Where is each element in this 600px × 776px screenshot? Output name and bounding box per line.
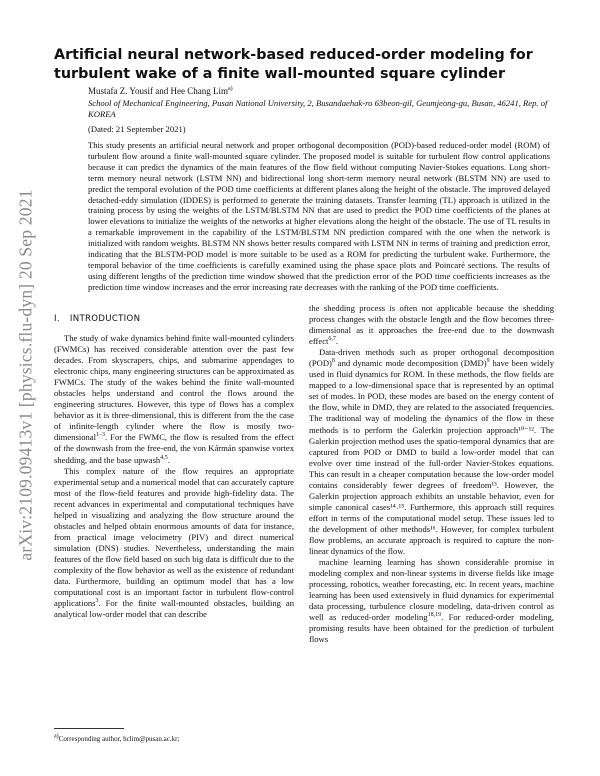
arxiv-identifier: arXiv:2109.09413v1 [physics.flu-dyn] 20 Sep 2021 (15, 189, 36, 561)
affiliation: School of Mechanical Engineering, Pusan National University, 2, Busandaehak-ro 63beon-gil, Geumjeong-gu, Busan, 46241, Rep. of KOREA (88, 98, 548, 119)
authors (88, 86, 233, 96)
paragraph: the shedding process is often not applicable because the shedding process changes with the obstacle length and the flow becomes three-dimensional as it approaches the free-end due to the downwash effect$^{6,7}$. (309, 303, 554, 347)
paragraph: The study of wake dynamics behind finite wall-mounted cylinders (FWMCs) has received considerable attention over the past few decades. From skyscrapers, chips, and submarine appendages to electronic chips, many engineering structures can be approximated as FWMCs. The study of the wakes behind the finite wall-mounted obstacles helps understand and control the flows around the engineering structures. However, this type of flows has a complex behavior as it is three-dimensional, this is different from the the case of infinite-length cylinder where the flow is mostly two-dimensional$^{1-3}$. For the FWMC, the flow is resulted from the effect of the downwash from the free-end, the von Kármán spanwise vortex shedding, and the base upwash$^{4,5}$. (54, 333, 294, 465)
footnote-text: Corresponding author, hclim@pusan.ac.kr; (58, 735, 180, 743)
section-number: I. (54, 314, 60, 324)
footnote-rule (54, 728, 124, 729)
section-title: INTRODUCTION (69, 314, 141, 324)
left-column (54, 331, 294, 620)
dated-line: (Dated: 21 September 2021) (88, 124, 186, 134)
paper-title: Artificial neural network-based reduced-order modeling for turbulent wake of a finite wall-mounted square cylinder (54, 47, 533, 82)
author-names: Mustafa Z. Yousif and Hee Chang Lim (88, 86, 228, 96)
section-heading (54, 314, 140, 324)
right-column (309, 303, 554, 645)
paragraph: machine learning learning has shown considerable promise in modeling complex and non-linear systems in diverse fields like image processing, robotics, weather forecasting, etc. In recent years, machine learning has been used extensively in fluid dynamics for experimental data processing, turbulence closure modeling, data-driven control as well as reduced-order modeling$^{18,19}$. For reduced-order modeling, promising results have been obtained for the prediction of turbulent flows (309, 557, 554, 645)
paragraph: Data-driven methods such as proper orthogonal decomposition (POD)$^8$ and dynamic mode decomposition (DMD)$^9$ have been widely used in fluid dynamics for ROM. In these methods, the flow fields are mapped to a low-dimensional space that is represented by an optimal set of modes. In POD, these modes are based on the energy content of the flow, while in DMD, they are related to the associated frequencies. The traditional way of modeling the dynamics of the flow in these methods is to perform the Galerkin projection approach¹⁰⁻¹². The Galerkin projection method uses the spatio-temporal dynamics that are captured from POD or DMD to build a low-order model that can evolve over time instead of the full-order Navier-Stokes equations. This can result in a cheaper computation because the low-order model contains considerably fewer degrees of freedom¹³. However, the Galerkin projection approach exhibits an unstable behavior, even for simple canonical cases¹⁴˒¹⁵. Furthermore, this approach still requires effort in terms of the computational model setup. These issues led to the development of other methods¹⁶. However, for complex turbulent flow problems, an accurate approach is required to capture the non-linear dynamics of the flow. (309, 347, 554, 557)
footnote (54, 735, 179, 743)
paragraph: This complex nature of the flow requires an appropriate experimental setup and a numerical model that can accurately capture most of the flow-field features and provide high-fidelity data. The recent advances in experimental and computational techniques have helped in visualizing and analyzing the flow structure around the obstacles and helped obtain enormous amounts of data for instance, from practical image velocimetry (PIV) and direct numerical simulation (DNS) studies. Nevertheless, understanding the main features of the flow field based on such big data is difficult due to the complexity of the flow behavior as well as the existence of redundant data. Furthermore, building an optimum model that has a low computational cost is an important factor in turbulent flow-control applications$^3$. For the finite wall-mounted obstacles, building an analytical low-order model that can describe (54, 465, 294, 620)
abstract: This study presents an artificial neural network and proper orthogonal decomposition (POD)-based reduced-order model (ROM) of turbulent flow around a finite wall-mounted square cylinder. The proposed model is suitable for turbulent flow control applications because it can predict the dynamics of the main features of the flow field without computing Navier-Stokes equations. Long short-term memory neural network (LSTM NN) and bidirectional long short-term memory neural network (BLSTM NN) are used to predict the temporal evolution of the POD time coefficients at different planes along the height of the obstacle. The improved delayed detached-eddy simulation (IDDES) is performed to generate the training datasets. Transfer learning (TL) approach is utilized in the training process by using the weights of the LSTM/BLSTM NN that are used to predict the POD time coefficients of the planes at lower elevations to initialize the weights of the networks at higher elevations along the height of the obstacle. The use of TL results in a remarkable improvement in the capability of the LSTM/BLSTM NN prediction compared with the one when the network is initialized with random weights. BLSTM NN shows better results compared with LSTM NN in terms of training and prediction error, indicating that the BLSTM-POD model is more suitable to be used as a ROM for predicting the turbulent wake. Furthermore, the temporal behavior of the time coefficients is carefully examined using the phase space plots and Poincaré sections. The results of using different lengths of the prediction time window showed that the prediction error of the POD time coefficients increases as the prediction time window increases and the error increasing rate decreases with the ranking of the POD time coefficients. (88, 140, 550, 292)
arxiv-stamp (6, 150, 46, 600)
author-footnote-mark: a) (227, 86, 233, 92)
footnote-mark: a) (54, 733, 59, 740)
